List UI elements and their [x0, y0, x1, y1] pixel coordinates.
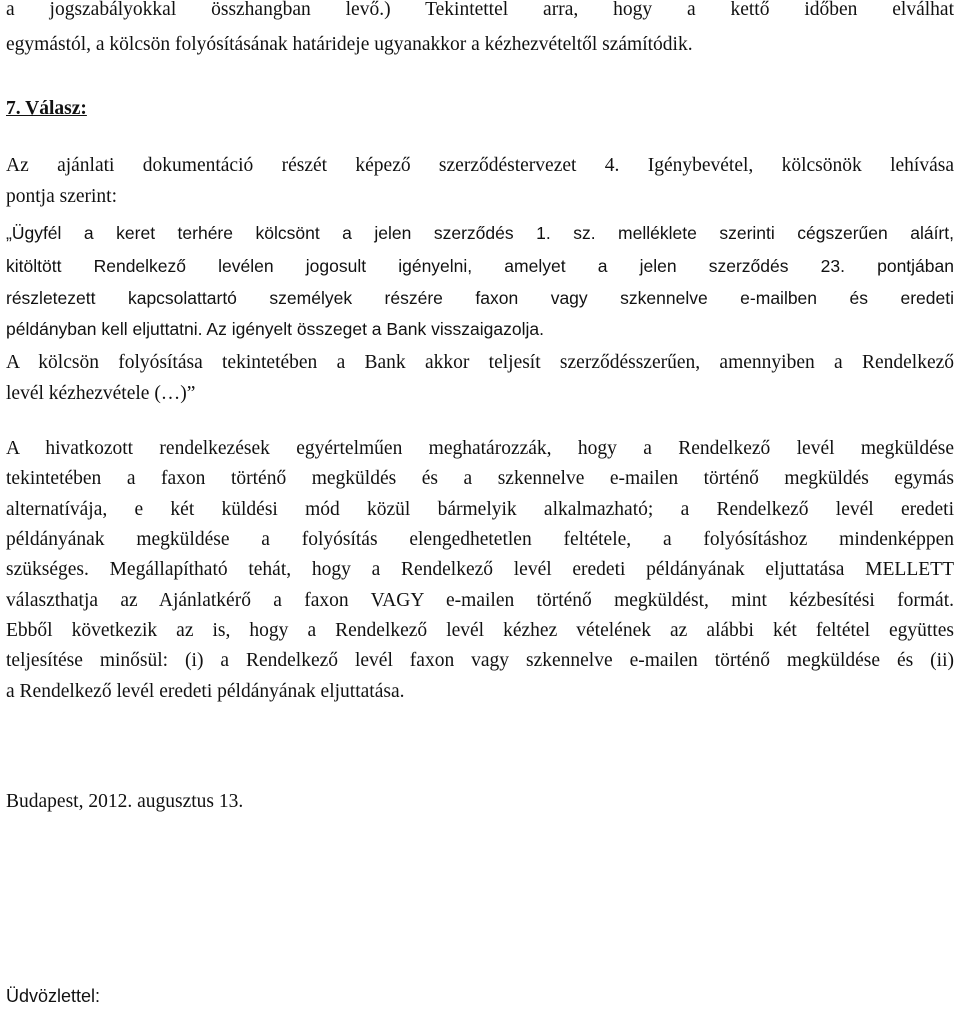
answer-p3-line-6: választhatja az Ajánlatkérő a faxon VAGY e-mailen történő megküldést, mint kézbesítési formát.	[6, 590, 954, 611]
intro-line-1: a jogszabályokkal összhangban levő.) Tekintettel arra, hogy a kettő időben elválhat	[6, 0, 954, 20]
answer-p3-line-8: teljesítése minősül: (i) a Rendelkező levél faxon vagy szkennelve e-mailen történő megküldése és (ii)	[6, 650, 954, 671]
answer-p3-line-3: alternatívája, e két küldési mód közül bármelyik alkalmazható; a Rendelkező levél eredeti	[6, 499, 954, 520]
date-line: Budapest, 2012. augusztus 13.	[6, 791, 244, 812]
answer-heading: 7. Válasz:	[6, 98, 87, 119]
answer-p1-line-1: Az ajánlati dokumentáció részét képező szerződéstervezet 4. Igénybevétel, kölcsönök lehívása	[6, 155, 954, 176]
answer-p3-line-2: tekintetében a faxon történő megküldés és a szkennelve e-mailen történő megküldés egymás	[6, 468, 954, 489]
answer-p3-line-4: példányának megküldése a folyósítás elengedhetetlen feltétele, a folyósításhoz mindenképpen	[6, 529, 954, 550]
answer-p1-line-2: pontja szerint:	[6, 186, 118, 207]
answer-p3-line-9: a Rendelkező levél eredeti példányának eljuttatása.	[6, 681, 405, 702]
answer-p2-line-2: levél kézhezvétele (…)”	[6, 383, 196, 404]
closing-greeting: Üdvözlettel:	[6, 986, 101, 1006]
quote-line-4: példányban kell eljuttatni. Az igényelt összeget a Bank visszaigazolja.	[6, 319, 544, 339]
answer-p2-line-1: A kölcsön folyósítása tekintetében a Bank akkor teljesít szerződésszerűen, amennyiben a Rendelkező	[6, 352, 954, 373]
intro-line-2: egymástól, a kölcsön folyósításának határideje ugyanakkor a kézhezvételtől számítódik.	[6, 34, 693, 55]
answer-p3-line-1: A hivatkozott rendelkezések egyértelműen meghatározzák, hogy a Rendelkező levél megküldése	[6, 438, 954, 459]
answer-p3-line-7: Ebből következik az is, hogy a Rendelkező levél kézhez vételének az alábbi két feltétel együttes	[6, 620, 954, 641]
answer-p3-line-5: szükséges. Megállapítható tehát, hogy a Rendelkező levél eredeti példányának eljuttatása MELLETT	[6, 559, 954, 580]
quote-line-1: „Ügyfél a keret terhére kölcsönt a jelen szerződés 1. sz. melléklete szerinti cégszerűen aláírt,	[6, 223, 954, 243]
quote-line-2: kitöltött Rendelkező levélen jogosult igényelni, amelyet a jelen szerződés 23. pontjában	[6, 256, 954, 276]
quote-line-3: részletezett kapcsolattartó személyek részére faxon vagy szkennelve e-mailben és eredeti	[6, 288, 954, 308]
